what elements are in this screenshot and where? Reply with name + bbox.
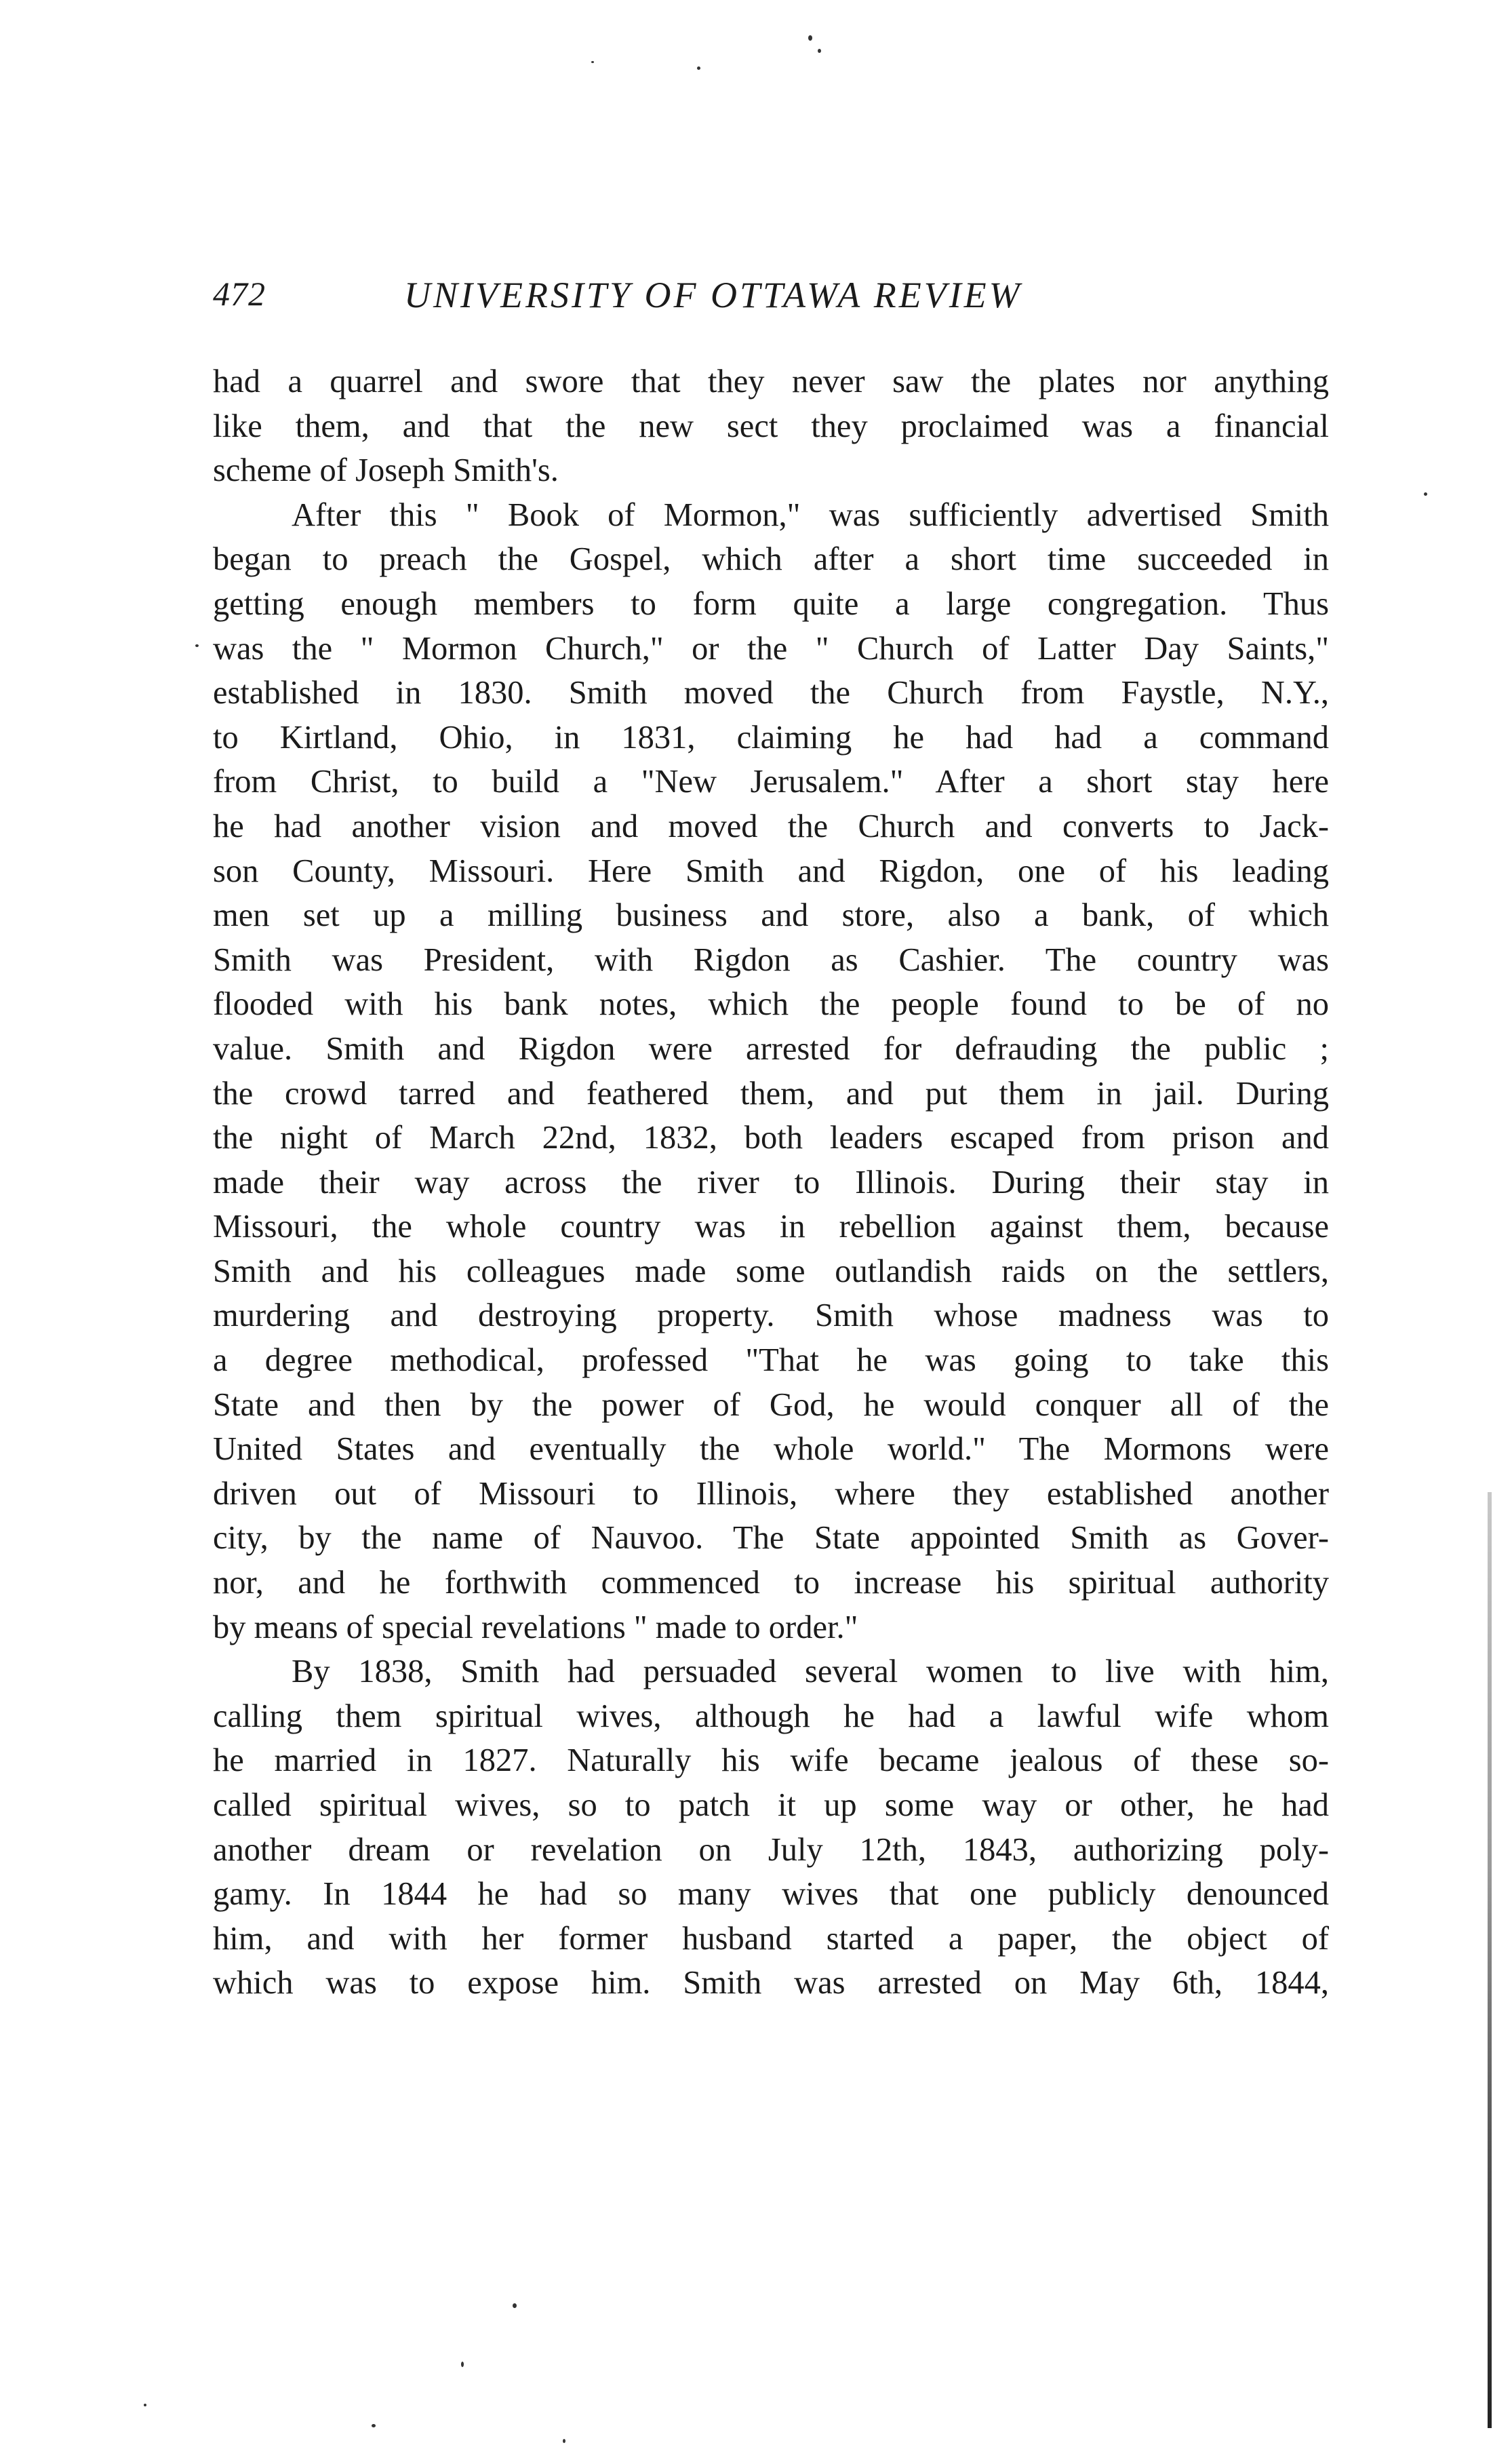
scan-speck xyxy=(591,61,594,63)
scan-speck xyxy=(1424,492,1427,496)
text-line: driven out of Missouri to Illinois, where they established another xyxy=(213,1475,1329,1512)
text-line: men set up a milling business and store, also a bank, of which xyxy=(213,897,1329,934)
text-line: nor, and he forthwith commenced to increase his spiritual authority xyxy=(213,1565,1329,1601)
text-line: established in 1830. Smith moved the Church from Faystle, N.Y., xyxy=(213,675,1329,711)
page-header xyxy=(213,274,1325,328)
paragraph-2 xyxy=(213,493,1329,1649)
text-line: had a quarrel and swore that they never saw the plates nor anything xyxy=(213,364,1329,399)
text-line: city, by the name of Nauvoo. The State appointed Smith as Gover- xyxy=(213,1520,1329,1557)
text-line: getting enough members to form quite a large congregation. Thus xyxy=(213,585,1329,622)
scan-speck xyxy=(818,49,821,53)
text-line: made their way across the river to Illinois. During their stay in xyxy=(213,1164,1329,1200)
text-line: was the " Mormon Church," or the " Church of Latter Day Saints," xyxy=(213,630,1329,667)
text-line: gamy. In 1844 he had so many wives that one publicly denounced xyxy=(213,1876,1329,1913)
text-line: Missouri, the whole country was in rebellion against them, because xyxy=(213,1209,1329,1245)
text-line: a degree methodical, professed "That he was going to take this xyxy=(213,1342,1329,1379)
text-line: like them, and that the new sect they proclaimed was a financial xyxy=(213,408,1329,444)
text-line: called spiritual wives, so to patch it up some way or other, he had xyxy=(213,1787,1329,1823)
text-line: calling them spiritual wives, although he had a lawful wife whom xyxy=(213,1698,1329,1734)
scan-speck xyxy=(513,2303,517,2308)
text-line: the crowd tarred and feathered them, and put them in jail. During xyxy=(213,1075,1329,1112)
text-line: to Kirtland, Ohio, in 1831, claiming he had had a command xyxy=(213,719,1329,756)
scan-speck xyxy=(144,2404,146,2406)
text-line: another dream or revelation on July 12th, 1843, authorizing poly- xyxy=(213,1831,1329,1868)
text-line: scheme of Joseph Smith's. xyxy=(213,452,559,489)
text-line: murdering and destroying property. Smith whose madness was to xyxy=(213,1297,1329,1334)
text-line: flooded with his bank notes, which the people found to be of no xyxy=(213,986,1329,1023)
scan-speck xyxy=(461,2362,464,2367)
scan-speck xyxy=(195,644,199,647)
scan-speck xyxy=(697,66,700,70)
running-title: UNIVERSITY OF OTTAWA REVIEW xyxy=(404,275,1022,315)
text-line: Smith was President, with Rigdon as Cashier. The country was xyxy=(213,941,1329,978)
text-line: he married in 1827. Naturally his wife became jealous of these so- xyxy=(213,1742,1329,1779)
text-line: son County, Missouri. Here Smith and Rigdon, one of his leading xyxy=(213,853,1329,889)
text-line: State and then by the power of God, he would conquer all of the xyxy=(213,1386,1329,1423)
text-line: he had another vision and moved the Church and converts to Jack- xyxy=(213,808,1329,844)
page-number: 472 xyxy=(213,275,266,313)
scan-speck xyxy=(563,2439,565,2443)
scan-speck xyxy=(808,35,812,41)
text-line: United States and eventually the whole world." The Mormons were xyxy=(213,1431,1329,1468)
text-line: the night of March 22nd, 1832, both leaders escaped from prison and xyxy=(213,1120,1329,1156)
text-line: from Christ, to build a "New Jerusalem." After a short stay here xyxy=(213,764,1329,800)
text-line: value. Smith and Rigdon were arrested for defrauding the public ; xyxy=(213,1030,1329,1067)
text-line: by means of special revelations " made to order." xyxy=(213,1609,858,1645)
binding-edge xyxy=(1488,1492,1492,2428)
text-line: After this " Book of Mormon," was sufficiently advertised Smith xyxy=(292,496,1329,533)
text-line: began to preach the Gospel, which after a short time succeeded in xyxy=(213,541,1329,578)
text-line: Smith and his colleagues made some outlandish raids on the settlers, xyxy=(213,1253,1329,1289)
body-text xyxy=(213,359,1329,2006)
paragraph-3 xyxy=(213,1649,1329,2006)
paragraph-1 xyxy=(213,359,1329,493)
text-line: By 1838, Smith had persuaded several women to live with him, xyxy=(292,1654,1329,1690)
text-line: which was to expose him. Smith was arrested on May 6th, 1844, xyxy=(213,1965,1329,2001)
text-line: him, and with her former husband started a paper, the object of xyxy=(213,1920,1329,1957)
scan-speck xyxy=(372,2424,376,2427)
